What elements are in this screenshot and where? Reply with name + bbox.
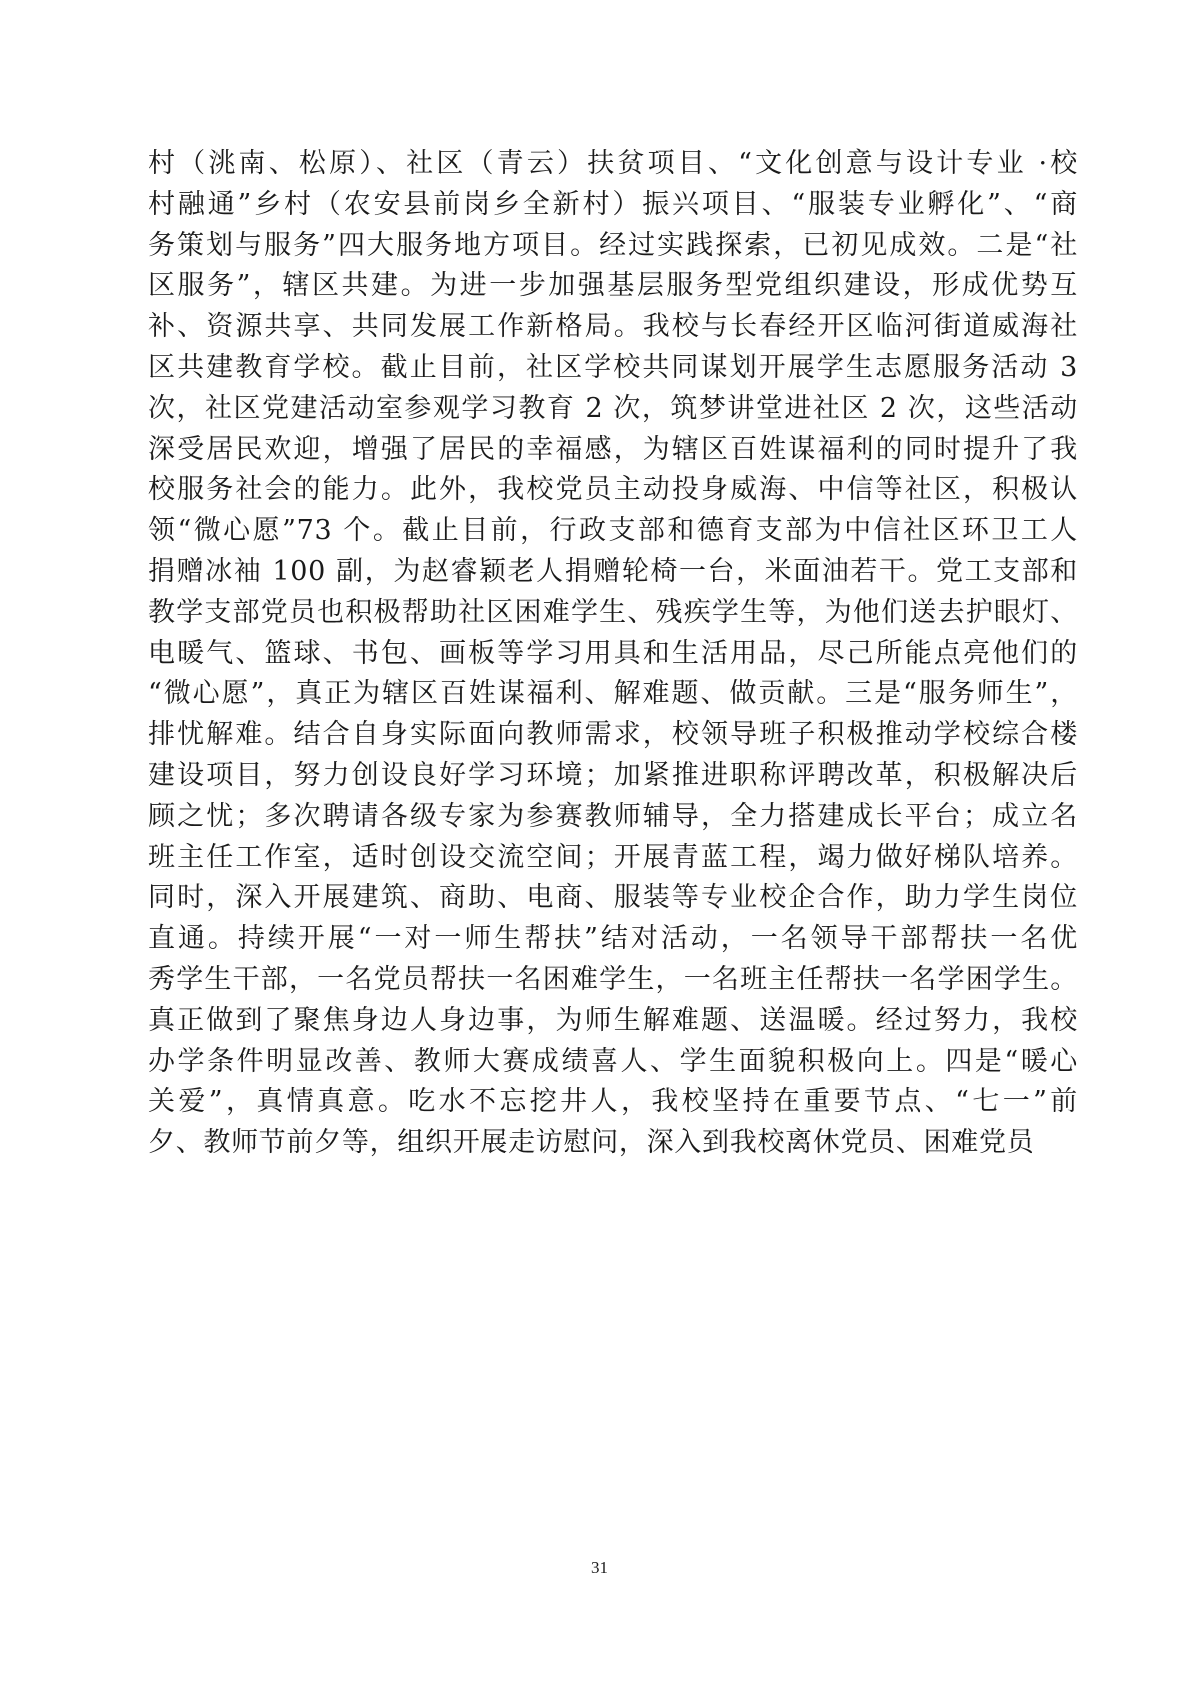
text-line: 建设项目，努力创设良好学习环境；加紧推进职称评聘改革，积极解决后: [148, 759, 1078, 791]
text-line: 关爱”，真情真意。吃水不忘挖井人，我校坚持在重要节点、“七一”前: [148, 1086, 1078, 1118]
text-line: 电暖气、篮球、书包、画板等学习用具和生活用品，尽己所能点亮他们的: [148, 637, 1078, 669]
text-line: 校服务社会的能力。此外，我校党员主动投身威海、中信等社区，积极认: [148, 474, 1078, 506]
text-line: 办学条件明显改善、教师大赛成绩喜人、学生面貌积极向上。四是“暖心: [148, 1045, 1078, 1077]
text-line: 次，社区党建活动室参观学习教育 2 次，筑梦讲堂进社区 2 次，这些活动: [148, 392, 1078, 424]
text-line: 务策划与服务”四大服务地方项目。经过实践探索，已初见成效。二是“社: [148, 229, 1078, 261]
text-line: 村融通”乡村（农安县前岗乡全新村）振兴项目、“服装专业孵化”、“商: [148, 188, 1078, 220]
page-number: 31: [591, 1558, 608, 1577]
text-line: 区服务”，辖区共建。为进一步加强基层服务型党组织建设，形成优势互: [148, 270, 1078, 302]
text-line: 补、资源共享、共同发展工作新格局。我校与长春经开区临河街道威海社: [148, 311, 1078, 343]
text-line: 夕、教师节前夕等，组织开展走访慰问，深入到我校离休党员、困难党员: [148, 1127, 1035, 1159]
text-line: 村（洮南、松原）、社区（青云）扶贫项目、“文化创意与设计专业 ·校: [148, 148, 1078, 179]
text-line: 领“微心愿”73 个。截止目前，行政支部和德育支部为中信社区环卫工人: [148, 515, 1078, 547]
text-line: 顾之忧；多次聘请各级专家为参赛教师辅导，全力搭建成长平台；成立名: [148, 800, 1078, 832]
text-line: 排忧解难。结合自身实际面向教师需求，校领导班子积极推动学校综合楼: [148, 719, 1078, 751]
text-line: 直通。持续开展“一对一师生帮扶”结对活动，一名领导干部帮扶一名优: [148, 923, 1078, 955]
text-line: “微心愿”，真正为辖区百姓谋福利、解难题、做贡献。三是“服务师生”，: [148, 678, 1078, 710]
text-line: 区共建教育学校。截止目前，社区学校共同谋划开展学生志愿服务活动 3: [148, 351, 1078, 383]
text-line: 班主任工作室，适时创设交流空间；开展青蓝工程，竭力做好梯队培养。: [148, 841, 1078, 873]
text-line: 同时，深入开展建筑、商助、电商、服装等专业校企合作，助力学生岗位: [148, 882, 1078, 914]
text-line: 真正做到了聚焦身边人身边事，为师生解难题、送温暖。经过努力，我校: [148, 1004, 1078, 1036]
text-line: 捐赠冰袖 100 副，为赵睿颖老人捐赠轮椅一台，米面油若干。党工支部和: [148, 555, 1078, 587]
text-line: 深受居民欢迎，增强了居民的幸福感，为辖区百姓谋福利的同时提升了我: [148, 433, 1078, 465]
text-line: 教学支部党员也积极帮助社区困难学生、残疾学生等，为他们送去护眼灯、: [148, 596, 1078, 628]
body-paragraph: [148, 144, 1078, 1164]
text-line: 秀学生干部，一名党员帮扶一名困难学生，一名班主任帮扶一名学困学生。: [148, 963, 1078, 995]
